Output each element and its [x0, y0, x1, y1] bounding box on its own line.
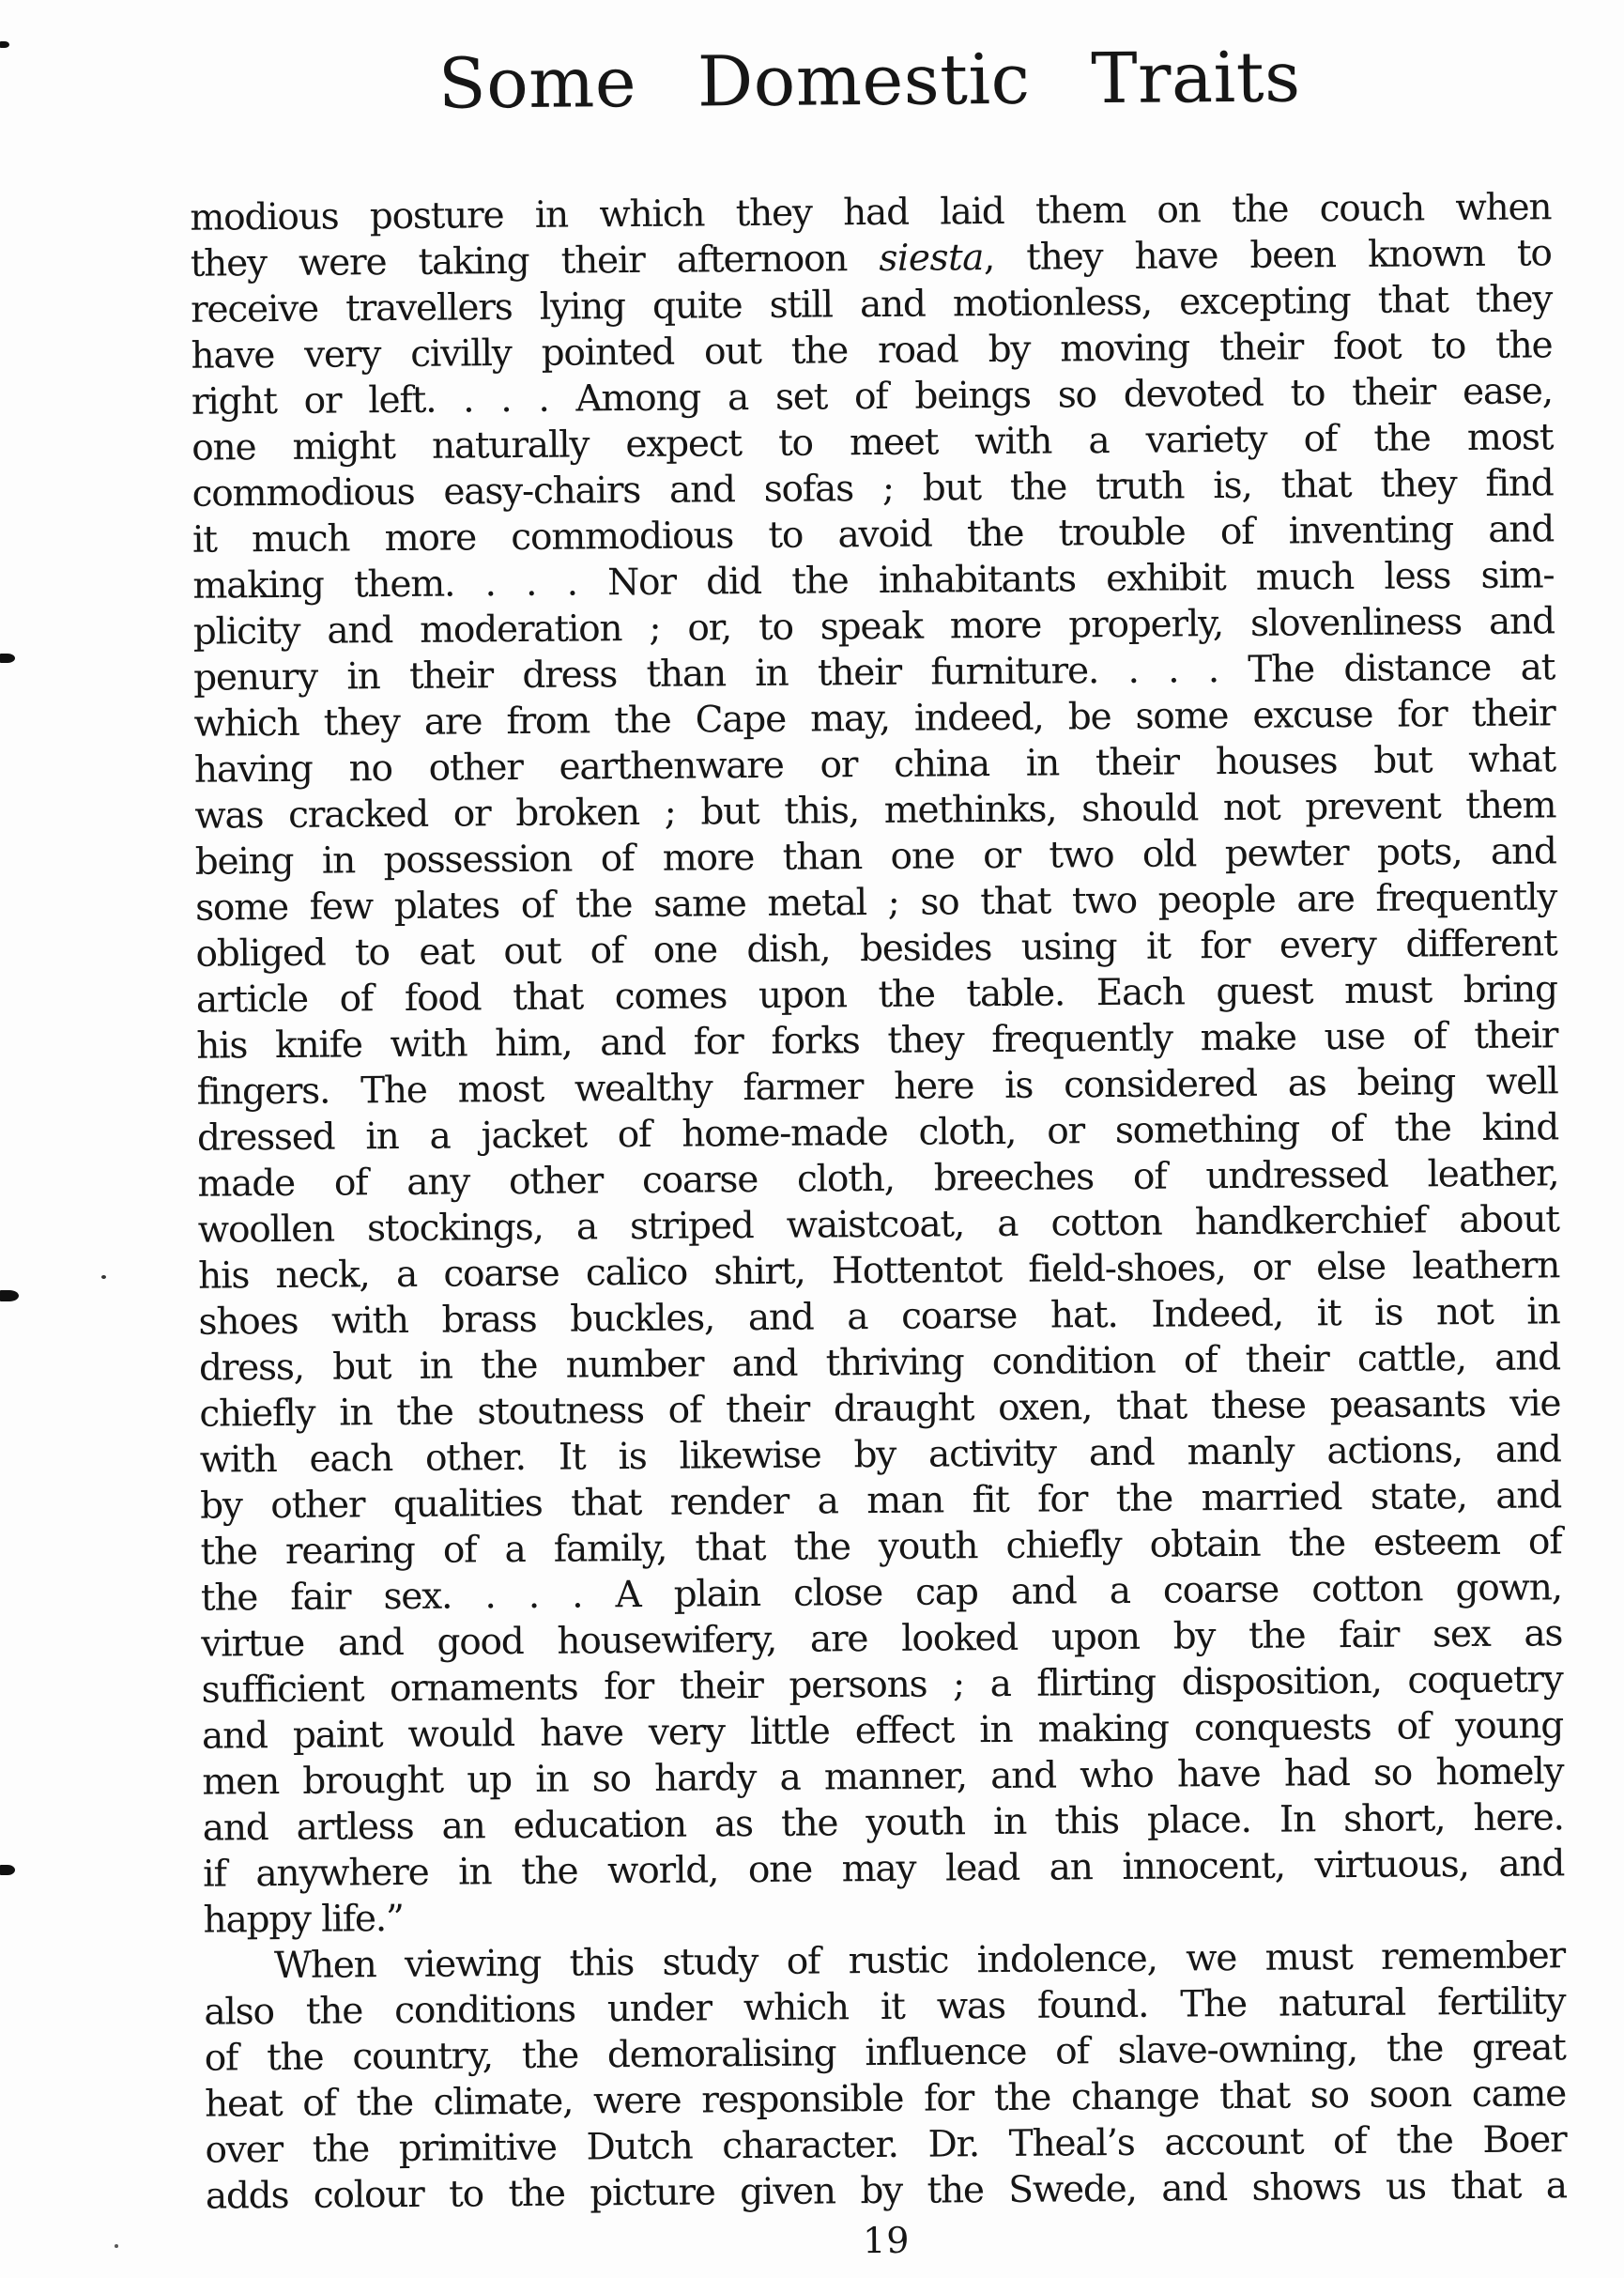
- ink-speck: [0, 1865, 15, 1875]
- text-line: they were taking their afternoon siesta, they have been known to: [190, 232, 1552, 285]
- page-body: [190, 184, 1567, 2219]
- text-line: virtue and good housewifery, are looked upon by the fair sex as: [201, 1612, 1563, 1666]
- ink-speck: [0, 41, 9, 48]
- text-line: some few plates of the same metal ; so that two people are frequently: [194, 876, 1557, 930]
- text-line: one might naturally expect to meet with a variety of the most: [192, 416, 1554, 469]
- text-line: have very civilly pointed out the road by moving their foot to the: [191, 324, 1553, 377]
- text-line: being in possession of more than one or two old pewter pots, and: [194, 830, 1556, 884]
- text-line: by other qualities that render a man fit for the married state, and: [199, 1474, 1562, 1528]
- text-line: happy life.”: [203, 1897, 404, 1942]
- text-line: made of any other coarse cloth, breeches of undressed leather,: [197, 1152, 1559, 1206]
- text-line: commodious easy-chairs and sofas ; but the truth is, that they find: [192, 462, 1554, 516]
- ink-speck: [0, 1290, 19, 1301]
- text-line: making them. . . . Nor did the inhabitants exhibit much less sim-: [192, 554, 1555, 608]
- text-line: with each other. It is likewise by activity and manly actions, and: [199, 1428, 1561, 1482]
- text-line: it much more commodious to avoid the trouble of inventing and: [192, 508, 1555, 562]
- text-line: was cracked or broken ; but this, methinks, should not prevent them: [194, 784, 1556, 838]
- text-line: the rearing of a family, that the youth chiefly obtain the esteem of: [200, 1520, 1562, 1574]
- text-line: article of food that comes upon the table. Each guest must bring: [195, 968, 1558, 1022]
- page-title: Some Domestic Traits: [437, 37, 1301, 125]
- text-line: modious posture in which they had laid them on the couch when: [190, 186, 1552, 239]
- text-line: also the conditions under which it was found. The natural fertility: [204, 1980, 1566, 2034]
- page-number: 19: [862, 2219, 911, 2262]
- text-line: men brought up in so hardy a manner, and who have had so homely: [202, 1750, 1564, 1804]
- text-line: of the country, the demoralising influence of slave-owning, the great: [204, 2026, 1566, 2080]
- text-line: heat of the climate, were responsible for the change that so soon came: [204, 2072, 1567, 2126]
- text-line: having no other earthenware or china in their houses but what: [193, 738, 1556, 792]
- text-line: over the primitive Dutch character. Dr. Theal’s account of the Boer: [205, 2118, 1567, 2172]
- text-line: if anywhere in the world, one may lead an innocent, virtuous, and: [203, 1842, 1565, 1896]
- text-line: and paint would have very little effect in making conquests of young: [201, 1704, 1564, 1758]
- text-line: dressed in a jacket of home-made cloth, or something of the kind: [196, 1106, 1559, 1160]
- text-line: obliged to eat out of one dish, besides using it for every different: [195, 922, 1557, 976]
- text-line: and artless an education as the youth in this place. In short, here.: [202, 1796, 1564, 1850]
- text-line: woollen stockings, a striped waistcoat, a cotton handkerchief about: [197, 1198, 1559, 1252]
- page-content: [189, 0, 1568, 2267]
- text-line: plicity and moderation ; or, to speak more properly, slovenliness and: [192, 600, 1555, 654]
- text-line: chiefly in the stoutness of their draught oxen, that these peasants vie: [199, 1382, 1561, 1436]
- text-line: right or left. . . . Among a set of beings so devoted to their ease,: [191, 370, 1554, 423]
- text-line: adds colour to the picture given by the Swede, and shows us that a: [205, 2164, 1568, 2218]
- paragraph-quote: [190, 184, 1565, 1943]
- text-line: which they are from the Cape may, indeed, be some excuse for their: [193, 692, 1555, 746]
- paragraph-commentary: [204, 1932, 1567, 2219]
- text-line: dress, but in the number and thriving condition of their cattle, and: [198, 1336, 1561, 1390]
- text-line: fingers. The most wealthy farmer here is considered as being well: [196, 1060, 1558, 1114]
- text-line: his neck, a coarse calico shirt, Hottentot field-shoes, or else leathern: [198, 1244, 1560, 1298]
- text-line: penury in their dress than in their furniture. . . . The distance at: [193, 646, 1555, 700]
- text-line: sufficient ornaments for their persons ; a flirting disposition, coquetry: [201, 1658, 1563, 1712]
- ink-speck: [115, 2244, 118, 2248]
- text-line: shoes with brass buckles, and a coarse hat. Indeed, it is not in: [198, 1290, 1560, 1344]
- text-line: his knife with him, and for forks they frequently make use of their: [196, 1014, 1558, 1068]
- ink-speck: [101, 1275, 106, 1279]
- text-line: the fair sex. . . . A plain close cap and a coarse cotton gown,: [200, 1566, 1563, 1620]
- text-line: receive travellers lying quite still and motionless, excepting that they: [190, 278, 1553, 331]
- text-line: When viewing this study of rustic indolence, we must remember: [273, 1934, 1566, 1988]
- ink-speck: [0, 654, 15, 663]
